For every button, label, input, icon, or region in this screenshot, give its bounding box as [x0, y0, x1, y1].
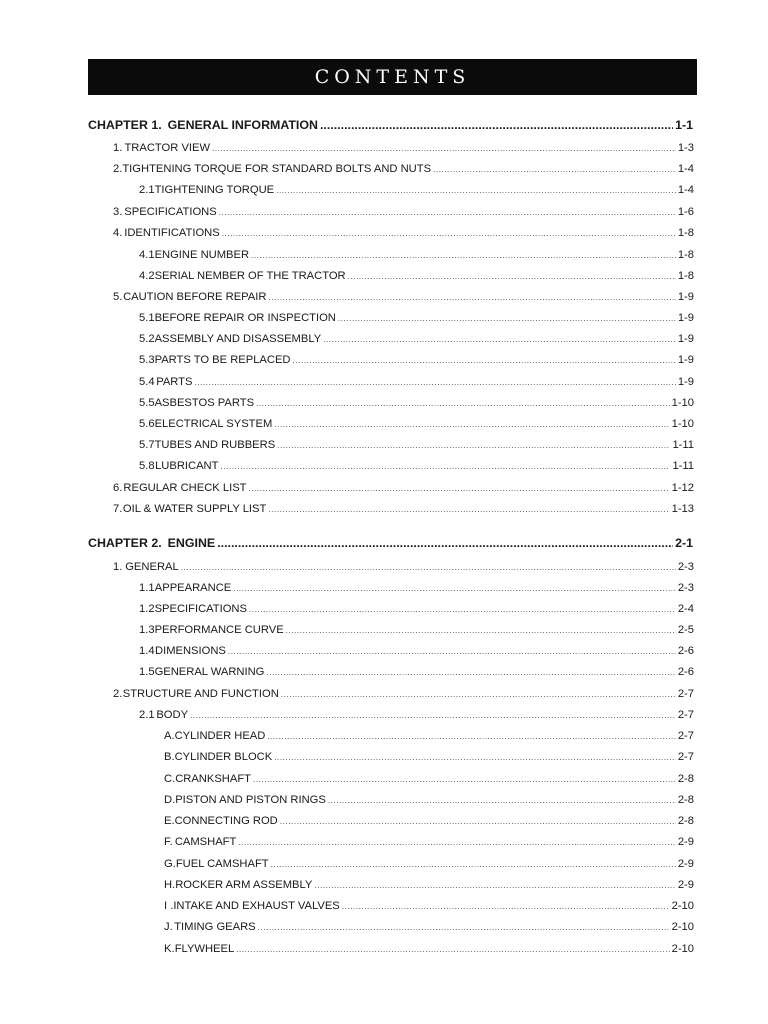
toc-entry[interactable] — [164, 878, 694, 893]
toc-chapter-entry[interactable] — [88, 118, 693, 132]
toc-entry-title: GENERAL — [125, 561, 179, 573]
toc-entry[interactable] — [113, 687, 694, 702]
toc-entry[interactable] — [139, 396, 694, 411]
toc-entry-page: 2-6 — [677, 666, 694, 678]
toc-entry[interactable] — [113, 141, 694, 156]
toc-entry-title: TUBES AND RUBBERS — [154, 439, 276, 451]
toc-dot-leader — [293, 354, 676, 368]
toc-entry-title: ELECTRICAL SYSTEM — [154, 418, 273, 430]
toc-entry-number: 4. — [113, 227, 123, 239]
toc-dot-leader — [190, 709, 676, 723]
toc-entry-page: 1-10 — [671, 418, 694, 430]
toc-entry[interactable] — [139, 581, 694, 596]
toc-dot-leader — [266, 666, 675, 680]
toc-entry-page: 2-7 — [677, 751, 694, 763]
toc-entry-page: 2-3 — [677, 582, 694, 594]
toc-entry[interactable] — [139, 375, 694, 390]
toc-entry-number: C. — [164, 773, 176, 785]
toc-dot-leader — [236, 943, 669, 957]
toc-entry-title: ENGINE — [167, 536, 216, 550]
toc-entry-page: 1-9 — [677, 312, 694, 324]
toc-entry-page: 2-7 — [677, 709, 694, 721]
toc-entry-number: 4.2 — [139, 270, 155, 282]
toc-entry[interactable] — [164, 899, 694, 914]
toc-entry-page: 1-8 — [677, 270, 694, 282]
toc-entry[interactable] — [113, 481, 694, 496]
toc-entry-page: 2-8 — [677, 794, 694, 806]
toc-entry-title: STRUCTURE AND FUNCTION — [122, 688, 279, 700]
toc-entry-title: CAUTION BEFORE REPAIR — [123, 291, 267, 303]
toc-dot-leader — [286, 624, 676, 638]
toc-entry-number: 5.5 — [139, 397, 155, 409]
toc-entry-number: 1.3 — [139, 624, 155, 636]
toc-entry-title: CAMSHAFT — [174, 836, 237, 848]
toc-dot-leader — [220, 460, 670, 474]
toc-entry-page: 2-3 — [677, 561, 694, 573]
toc-entry[interactable] — [113, 162, 694, 177]
toc-entry-title: SERIAL NEMBER OF THE TRACTOR — [154, 270, 346, 282]
toc-entry-number: G. — [164, 858, 176, 870]
toc-entry-title: TRACTOR VIEW — [124, 142, 211, 154]
toc-entry-number: 1.1 — [139, 582, 155, 594]
toc-entry-number: H. — [164, 879, 176, 891]
toc-entry[interactable] — [139, 708, 694, 723]
toc-entry-title: ENGINE NUMBER — [154, 249, 250, 261]
toc-dot-leader — [249, 603, 676, 617]
toc-entry-number: J. — [164, 921, 173, 933]
toc-entry[interactable] — [113, 205, 694, 220]
toc-dot-leader — [348, 270, 676, 284]
toc-entry-page: 1-3 — [677, 142, 694, 154]
toc-entry-number: 2. — [113, 688, 123, 700]
toc-entry[interactable] — [139, 602, 694, 617]
toc-entry-title: SPECIFICATIONS — [154, 603, 247, 615]
toc-dot-leader — [258, 921, 670, 935]
toc-entry-number: 7. — [113, 503, 123, 515]
toc-dot-leader — [219, 206, 676, 220]
toc-entry[interactable] — [164, 814, 694, 829]
toc-entry[interactable] — [139, 438, 694, 453]
toc-dot-leader — [274, 418, 669, 432]
toc-entry[interactable] — [139, 332, 694, 347]
toc-entry-title: PARTS TO BE REPLACED — [154, 354, 291, 366]
contents-title: CONTENTS — [314, 66, 471, 88]
toc-entry-title: TIMING GEARS — [174, 921, 256, 933]
toc-entry-number: 5. — [113, 291, 123, 303]
toc-entry-title: TIGHTENING TORQUE — [154, 184, 275, 196]
toc-dot-leader — [181, 561, 676, 575]
toc-entry-page: 1-13 — [671, 503, 694, 515]
toc-dot-leader — [277, 439, 670, 453]
toc-dot-leader — [249, 482, 670, 496]
toc-dot-leader — [267, 730, 675, 744]
toc-dot-leader — [238, 836, 675, 850]
toc-entry-page: 2-8 — [677, 773, 694, 785]
toc-entry[interactable] — [139, 417, 694, 432]
toc-entry-number: 5.7 — [139, 439, 155, 451]
toc-dot-leader — [228, 645, 676, 659]
toc-entry-number: K. — [164, 943, 175, 955]
toc-entry-page: 1-6 — [677, 206, 694, 218]
toc-entry[interactable] — [139, 459, 694, 474]
toc-dot-leader — [194, 376, 675, 390]
toc-entry-number: 5.4 — [139, 376, 155, 388]
toc-entry-page: 1-10 — [671, 397, 694, 409]
toc-entry[interactable] — [113, 560, 694, 575]
toc-dot-leader — [212, 142, 676, 156]
toc-entry-title: PISTON AND PISTON RINGS — [175, 794, 326, 806]
toc-entry-page: 2-9 — [677, 836, 694, 848]
toc-entry-number: 1.4 — [139, 645, 155, 657]
toc-entry-number: 1.2 — [139, 603, 155, 615]
toc-entry[interactable] — [139, 311, 694, 326]
toc-entry[interactable] — [113, 502, 694, 517]
toc-entry-page: 1-9 — [677, 354, 694, 366]
toc-dot-leader — [268, 291, 675, 305]
toc-entry-number: 1. — [113, 561, 123, 573]
toc-entry-page: 2-5 — [677, 624, 694, 636]
toc-entry[interactable] — [139, 183, 694, 198]
toc-entry-number: 3. — [113, 206, 123, 218]
toc-entry[interactable] — [139, 353, 694, 368]
toc-entry-number: CHAPTER 2. — [88, 536, 162, 550]
toc-entry-page: 2-9 — [677, 858, 694, 870]
toc-entry-page: 1-11 — [672, 439, 694, 451]
toc-entry-title: FLYWHEEL — [174, 943, 235, 955]
toc-dot-leader — [320, 118, 673, 132]
toc-entry-page: 1-4 — [677, 184, 694, 196]
toc-entry-number: D. — [164, 794, 176, 806]
toc-entry-title: REGULAR CHECK LIST — [123, 482, 247, 494]
contents-header — [88, 59, 697, 95]
toc-entry-page: 1-9 — [677, 291, 694, 303]
toc-entry-page: 1-11 — [672, 460, 694, 472]
toc-entry-page: 2-10 — [671, 921, 694, 933]
toc-entry-title: IDENTIFICATIONS — [124, 227, 220, 239]
toc-entry-number: 5.3 — [139, 354, 155, 366]
toc-dot-leader — [314, 879, 675, 893]
toc-entry-number: 6. — [113, 482, 123, 494]
toc-entry-title: BEFORE REPAIR OR INSPECTION — [154, 312, 336, 324]
toc-entry-number: 2.1 — [139, 184, 155, 196]
toc-entry-title: DIMENSIONS — [155, 645, 226, 657]
toc-dot-leader — [253, 773, 676, 787]
toc-entry-page: 2-9 — [677, 879, 694, 891]
toc-entry[interactable] — [164, 942, 694, 957]
toc-entry-title: CONNECTING ROD — [174, 815, 278, 827]
toc-entry-title: BODY — [156, 709, 189, 721]
toc-entry-title: FUEL CAMSHAFT — [175, 858, 269, 870]
toc-entry-title: INTAKE AND EXHAUST VALVES — [173, 900, 340, 912]
toc-entry-number: 2.1 — [139, 709, 155, 721]
toc-entry[interactable] — [139, 644, 694, 659]
toc-dot-leader — [342, 900, 670, 914]
toc-entry-page: 1-9 — [677, 333, 694, 345]
toc-dot-leader — [233, 582, 676, 596]
toc-dot-leader — [274, 751, 676, 765]
toc-entry-page: 2-6 — [677, 645, 694, 657]
toc-entry-number: 4.1 — [139, 249, 155, 261]
toc-entry-title: ASBESTOS PARTS — [154, 397, 255, 409]
toc-entry[interactable] — [139, 665, 694, 680]
toc-entry-page: 2-7 — [677, 730, 694, 742]
toc-entry-number: 5.2 — [139, 333, 155, 345]
toc-entry-title: GENERAL WARNING — [154, 666, 265, 678]
toc-entry-number: 5.8 — [139, 460, 155, 472]
toc-entry-title: PERFORMANCE CURVE — [154, 624, 284, 636]
toc-entry-page: 2-10 — [671, 943, 694, 955]
toc-entry-page: 1-8 — [677, 227, 694, 239]
toc-dot-leader — [280, 815, 676, 829]
toc-entry[interactable] — [139, 248, 694, 263]
toc-entry[interactable] — [164, 857, 694, 872]
toc-dot-leader — [271, 858, 676, 872]
toc-entry[interactable] — [164, 729, 694, 744]
toc-entry-title: SPECIFICATIONS — [124, 206, 217, 218]
toc-entry[interactable] — [164, 835, 694, 850]
toc-entry-page: 1-4 — [677, 163, 694, 175]
toc-entry-title: LUBRICANT — [155, 460, 219, 472]
toc-entry-title: ASSEMBLY AND DISASSEMBLY — [154, 333, 322, 345]
toc-entry-page: 2-10 — [671, 900, 694, 912]
toc-entry-number: 5.1 — [139, 312, 155, 324]
toc-dot-leader — [276, 184, 676, 198]
toc-entry[interactable] — [113, 290, 694, 305]
toc-entry[interactable] — [164, 920, 694, 935]
toc-entry[interactable] — [139, 623, 694, 638]
toc-entry-number: E. — [164, 815, 175, 827]
toc-entry-title: CYLINDER HEAD — [174, 730, 266, 742]
toc-chapter-entry[interactable] — [88, 536, 693, 550]
toc-entry-number: 1. — [113, 142, 123, 154]
toc-entry-number: A. — [164, 730, 175, 742]
toc-entry[interactable] — [164, 750, 694, 765]
toc-dot-leader — [281, 688, 676, 702]
toc-entry-title: TIGHTENING TORQUE FOR STANDARD BOLTS AND NUTS — [122, 163, 432, 175]
toc-dot-leader — [217, 536, 673, 550]
toc-entry-number: F. — [164, 836, 173, 848]
toc-dot-leader — [268, 503, 669, 517]
toc-entry-page: 2-8 — [677, 815, 694, 827]
toc-entry-title: ROCKER ARM ASSEMBLY — [175, 879, 313, 891]
toc-entry-number: 1.5 — [139, 666, 155, 678]
toc-entry-page: 1-9 — [677, 376, 694, 388]
toc-dot-leader — [323, 333, 676, 347]
toc-dot-leader — [256, 397, 670, 411]
toc-entry-title: OIL & WATER SUPPLY LIST — [122, 503, 267, 515]
toc-entry[interactable] — [139, 269, 694, 284]
toc-entry[interactable] — [164, 793, 694, 808]
toc-entry-number: 2. — [113, 163, 123, 175]
toc-entry-title: GENERAL INFORMATION — [167, 118, 318, 132]
toc-entry-page: 2-4 — [677, 603, 694, 615]
toc-entry-page: 1-12 — [671, 482, 694, 494]
toc-entry-title: CRANKSHAFT — [175, 773, 252, 785]
toc-dot-leader — [338, 312, 676, 326]
toc-entry[interactable] — [113, 226, 694, 241]
toc-entry-number: CHAPTER 1. — [88, 118, 162, 132]
toc-entry-page: 1-8 — [677, 249, 694, 261]
toc-dot-leader — [251, 249, 676, 263]
toc-entry-page: 2-1 — [675, 536, 693, 550]
toc-dot-leader — [222, 227, 676, 241]
toc-entry[interactable] — [164, 772, 694, 787]
toc-entry-title: CYLINDER BLOCK — [174, 751, 273, 763]
toc-entry-number: 5.6 — [139, 418, 155, 430]
toc-dot-leader — [433, 163, 676, 177]
toc-entry-number: B. — [164, 751, 175, 763]
toc-entry-title: PARTS — [156, 376, 193, 388]
toc-entry-page: 2-7 — [677, 688, 694, 700]
toc-entry-title: APPEARANCE — [154, 582, 232, 594]
toc-entry-page: 1-1 — [675, 118, 693, 132]
toc-dot-leader — [328, 794, 676, 808]
toc-entry-number: I . — [164, 900, 174, 912]
